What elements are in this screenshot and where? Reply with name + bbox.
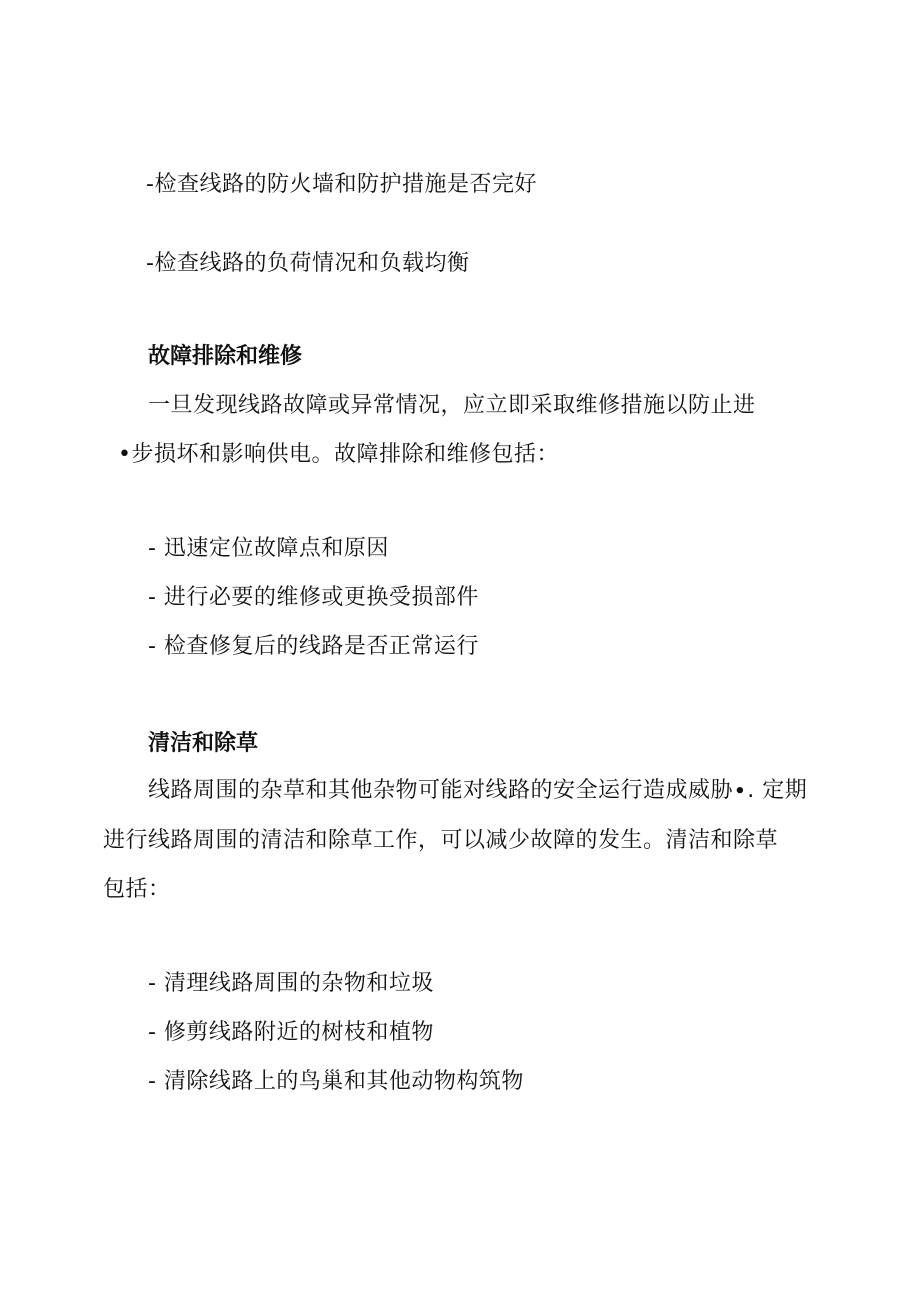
list-item: - 清除线路上的鸟巢和其他动物构筑物	[148, 1069, 524, 1094]
list-item: -检查线路的防火墙和防护措施是否完好	[146, 172, 537, 197]
list-item: - 迅速定位故障点和原因	[148, 536, 389, 561]
paragraph-line: 进行线路周围的清洁和除草工作，可以减少故障的发生。清洁和除草	[103, 828, 779, 853]
list-item: - 修剪线路附近的树枝和植物	[148, 1020, 434, 1045]
section-heading: 故障排除和维修	[148, 344, 303, 369]
list-item: - 检查修复后的线路是否正常运行	[148, 634, 479, 659]
paragraph-line: 包括：	[103, 877, 171, 902]
list-item: -检查线路的负荷情况和负载均衡	[146, 251, 470, 276]
paragraph-line: 一旦发现线路故障或异常情况，应立即采取维修措施以防止进	[148, 393, 756, 418]
list-item: - 清理线路周围的杂物和垃圾	[148, 971, 434, 996]
paragraph-line: 线路周围的杂草和其他杂物可能对线路的安全运行造成威胁∙. 定期	[148, 778, 808, 803]
paragraph-line: •步损坏和影响供电。故障排除和维修包括：	[118, 442, 559, 467]
section-heading: 清洁和除草	[148, 731, 259, 756]
list-item: - 进行必要的维修或更换受损部件	[148, 585, 479, 610]
